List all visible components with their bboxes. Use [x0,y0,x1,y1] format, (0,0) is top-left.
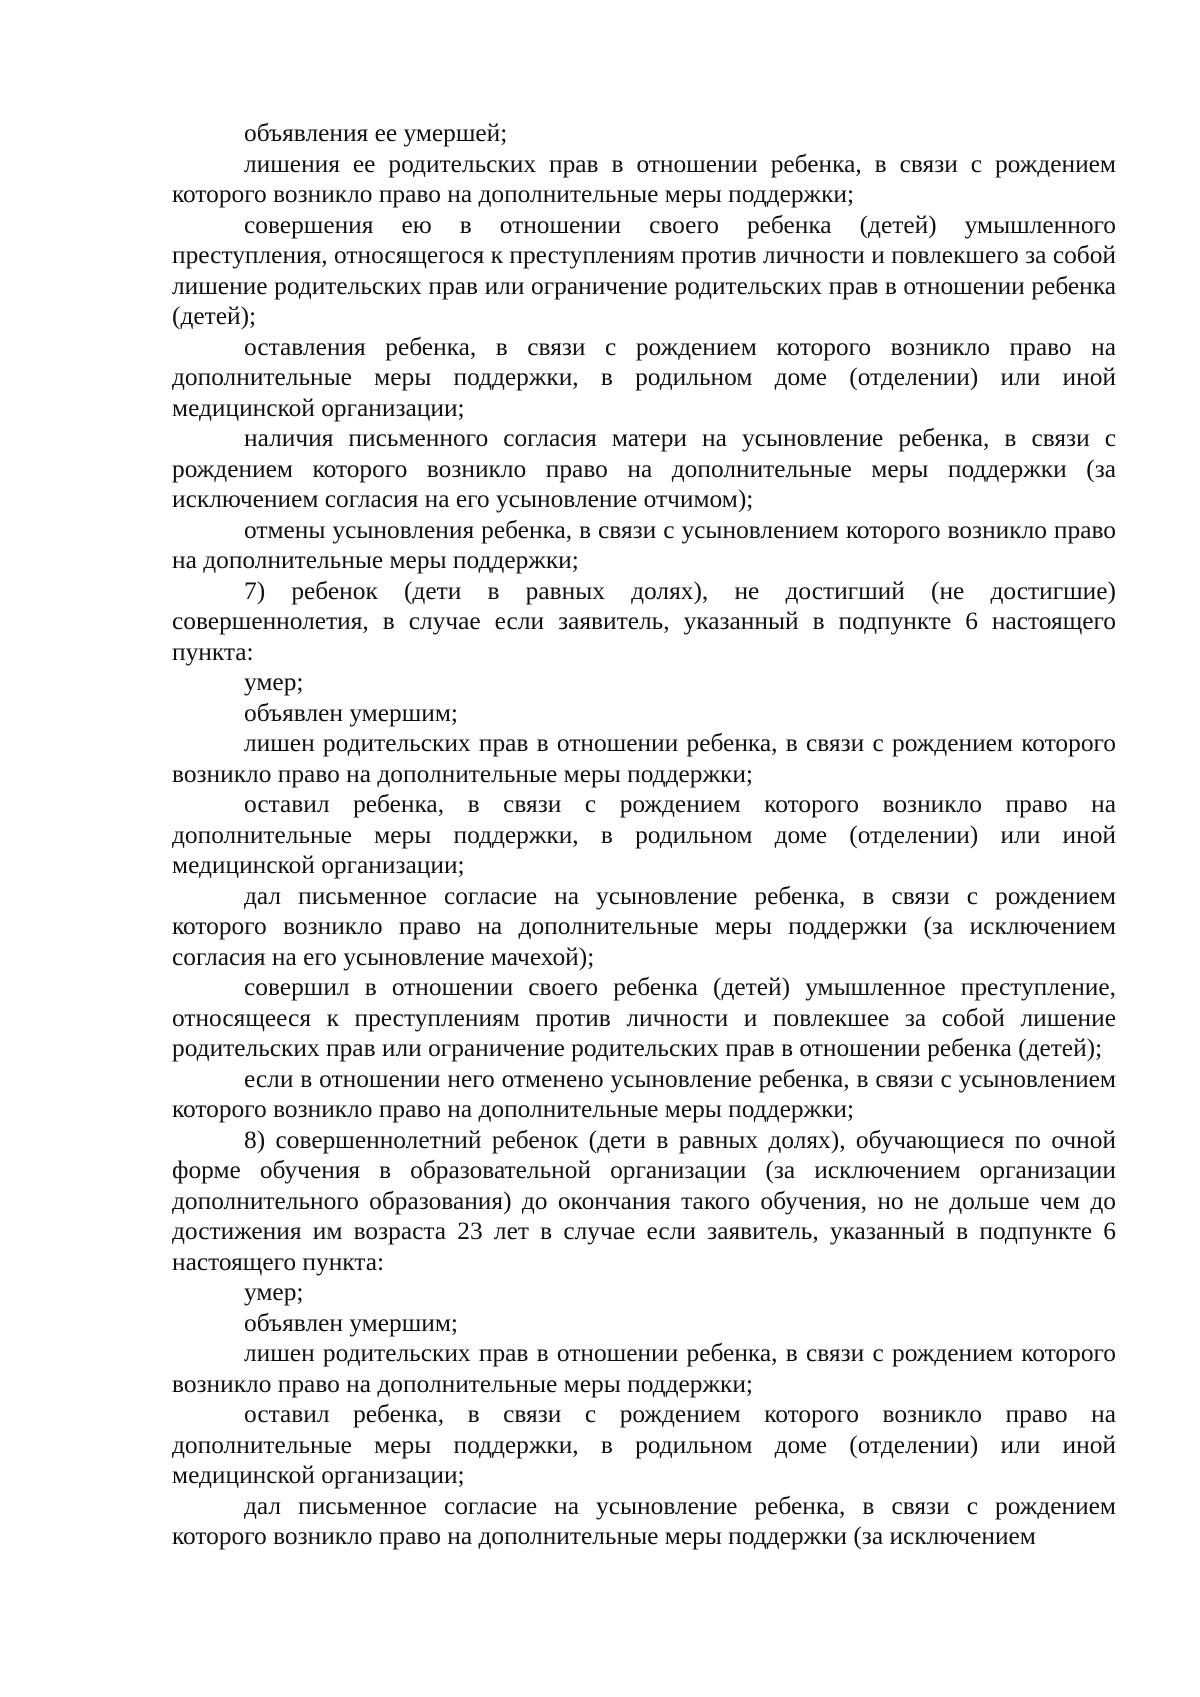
paragraph: умер; [244,668,304,696]
paragraph: оставления ребенка, в связи с рождением которого возникло право на дополнительные меры поддержки, в родильном доме (отделении) или иной медицинской организации; [172,332,1116,422]
paragraph: наличия письменного согласия матери на усыновление ребенка, в связи с рождением которого возникло право на дополнительные меры поддержки (за исключением согласия на его усыновление отчимом); [172,424,1116,513]
paragraph: объявлен умершим; [244,698,458,727]
paragraph: дал письменное согласие на усыновление ребенка, в связи с рождением которого возникло право на дополнительные меры поддержки (за исключением [172,1491,1116,1550]
paragraph: объявления ее умершей; [244,119,508,147]
paragraph: лишения ее родительских прав в отношении ребенка, в связи с рождением которого возникло право на дополнительные меры поддержки; [172,149,1116,208]
paragraph: дал письменное согласие на усыновление ребенка, в связи с рождением которого возникло право на дополнительные меры поддержки (за исключением согласия на его усыновление мачехой); [172,881,1116,971]
paragraph: отмены усыновления ребенка, в связи с усыновлением которого возникло право на дополнительные меры поддержки; [172,515,1116,574]
paragraph: оставил ребенка, в связи с рождением которого возникло право на дополнительные меры поддержки, в родильном доме (отделении) или иной медицинской организации; [172,790,1116,879]
paragraph: оставил ребенка, в связи с рождением которого возникло право на дополнительные меры поддержки, в родильном доме (отделении) или иной медицинской организации; [172,1400,1116,1489]
paragraph: умер; [244,1278,304,1306]
paragraph: лишен родительских прав в отношении ребенка, в связи с рождением которого возникло право на дополнительные меры поддержки; [172,1339,1116,1398]
paragraph: 8) совершеннолетний ребенок (дети в равных долях), обучающиеся по очной форме обучения в образовательной организации (за исключением организации дополнительного образования) до окончания такого обучения, но не дольше чем до достижения им возраста 23 лет в случае если заявитель, указанный в подпункте 6 настоящего пункта: [172,1125,1116,1276]
paragraph: совершения ею в отношении своего ребенка (детей) умышленного преступления, относящегося к преступлениям против личности и повлекшего за собой лишение родительских прав или ограничение родительских прав в отношении ребенка (детей); [172,210,1116,330]
paragraph: 7) ребенок (дети в равных долях), не достигший (не достигшие) совершеннолетия, в случае если заявитель, указанный в подпункте 6 настоящего пункта: [172,576,1116,666]
paragraph: если в отношении него отменено усыновление ребенка, в связи с усыновлением которого возникло право на дополнительные меры поддержки; [172,1064,1116,1123]
document-body [172,118,1116,1552]
paragraph: лишен родительских прав в отношении ребенка, в связи с рождением которого возникло право на дополнительные меры поддержки; [172,729,1116,788]
paragraph: совершил в отношении своего ребенка (детей) умышленное преступление, относящееся к преступлениям против личности и повлекшее за собой лишение родительских прав или ограничение родительских прав в отношении ребенка (детей); [172,973,1116,1062]
paragraph: объявлен умершим; [244,1308,458,1337]
